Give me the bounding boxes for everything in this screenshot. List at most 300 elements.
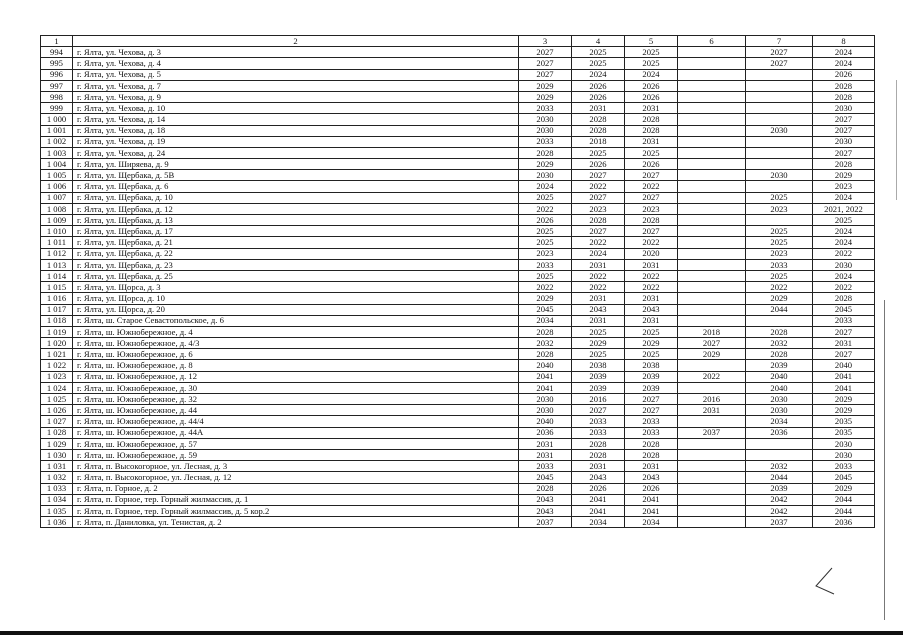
row-number-cell: 1 000 — [41, 114, 73, 125]
col-header-1: 1 — [41, 36, 73, 47]
year-cell-col-5: 2023 — [625, 203, 678, 214]
year-cell-col-3: 2030 — [519, 125, 572, 136]
year-cell-col-8: 2031 — [813, 338, 875, 349]
year-cell-col-5: 2022 — [625, 270, 678, 281]
address-cell: г. Ялта, ул. Щербака, д. 21 — [73, 237, 519, 248]
address-cell: г. Ялта, ул. Чехова, д. 7 — [73, 80, 519, 91]
col-header-5: 5 — [625, 36, 678, 47]
address-cell: г. Ялта, ул. Щербака, д. 23 — [73, 259, 519, 270]
year-cell-col-6 — [678, 159, 746, 170]
year-cell-col-6 — [678, 136, 746, 147]
row-number-cell: 1 008 — [41, 203, 73, 214]
address-cell: г. Ялта, ул. Щербака, д. 10 — [73, 192, 519, 203]
table-row — [41, 203, 875, 214]
table-row — [41, 282, 875, 293]
year-cell-col-4: 2027 — [572, 405, 625, 416]
row-number-cell: 1 027 — [41, 416, 73, 427]
address-cell: г. Ялта, ш. Южнобережное, д. 57 — [73, 438, 519, 449]
address-cell: г. Ялта, ул. Щербака, д. 5В — [73, 170, 519, 181]
row-number-cell: 1 022 — [41, 360, 73, 371]
year-cell-col-3: 2028 — [519, 349, 572, 360]
year-cell-col-3: 2045 — [519, 304, 572, 315]
row-number-cell: 995 — [41, 58, 73, 69]
year-cell-col-8: 2024 — [813, 226, 875, 237]
year-cell-col-6: 2029 — [678, 349, 746, 360]
year-cell-col-3: 2029 — [519, 91, 572, 102]
year-cell-col-7: 2030 — [746, 125, 813, 136]
year-cell-col-7: 2032 — [746, 461, 813, 472]
year-cell-col-8: 2024 — [813, 237, 875, 248]
year-cell-col-7: 2044 — [746, 304, 813, 315]
year-cell-col-3: 2043 — [519, 494, 572, 505]
row-number-cell: 997 — [41, 80, 73, 91]
address-cell: г. Ялта, ш. Южнобережное, д. 44 — [73, 405, 519, 416]
table-row — [41, 394, 875, 405]
year-cell-col-7: 2025 — [746, 226, 813, 237]
year-cell-col-7: 2028 — [746, 326, 813, 337]
year-cell-col-8: 2044 — [813, 494, 875, 505]
year-cell-col-8: 2044 — [813, 505, 875, 516]
address-cell: г. Ялта, ш. Южнобережное, д. 6 — [73, 349, 519, 360]
table-row — [41, 382, 875, 393]
year-cell-col-5: 2025 — [625, 58, 678, 69]
year-cell-col-7: 2037 — [746, 517, 813, 528]
table-header-row — [41, 36, 875, 47]
year-cell-col-8: 2025 — [813, 215, 875, 226]
row-number-cell: 996 — [41, 69, 73, 80]
year-cell-col-8: 2027 — [813, 326, 875, 337]
address-cell: г. Ялта, п. Высокогорное, ул. Лесная, д. 3 — [73, 461, 519, 472]
row-number-cell: 1 014 — [41, 270, 73, 281]
year-cell-col-8: 2041 — [813, 371, 875, 382]
table-row — [41, 215, 875, 226]
col-header-2: 2 — [73, 36, 519, 47]
year-cell-col-4: 2025 — [572, 349, 625, 360]
year-cell-col-7: 2030 — [746, 170, 813, 181]
year-cell-col-7: 2034 — [746, 416, 813, 427]
year-cell-col-6 — [678, 192, 746, 203]
year-cell-col-7 — [746, 91, 813, 102]
year-cell-col-5: 2039 — [625, 382, 678, 393]
year-cell-col-3: 2041 — [519, 382, 572, 393]
year-cell-col-6 — [678, 237, 746, 248]
year-cell-col-4: 2039 — [572, 382, 625, 393]
year-cell-col-8: 2024 — [813, 47, 875, 58]
year-cell-col-7: 2028 — [746, 349, 813, 360]
year-cell-col-8: 2024 — [813, 192, 875, 203]
year-cell-col-3: 2040 — [519, 360, 572, 371]
year-cell-col-5: 2022 — [625, 237, 678, 248]
row-number-cell: 1 016 — [41, 293, 73, 304]
year-cell-col-4: 2026 — [572, 80, 625, 91]
year-cell-col-4: 2033 — [572, 427, 625, 438]
year-cell-col-8: 2045 — [813, 472, 875, 483]
table-row — [41, 438, 875, 449]
year-cell-col-4: 2028 — [572, 449, 625, 460]
address-cell: г. Ялта, ул. Щербака, д. 22 — [73, 248, 519, 259]
year-cell-col-4: 2022 — [572, 181, 625, 192]
year-cell-col-7 — [746, 438, 813, 449]
table-row — [41, 69, 875, 80]
year-cell-col-5: 2028 — [625, 449, 678, 460]
year-cell-col-6: 2027 — [678, 338, 746, 349]
year-cell-col-6 — [678, 293, 746, 304]
year-cell-col-7 — [746, 114, 813, 125]
table-row — [41, 304, 875, 315]
table-row — [41, 136, 875, 147]
year-cell-col-6 — [678, 461, 746, 472]
year-cell-col-3: 2041 — [519, 371, 572, 382]
table-row — [41, 47, 875, 58]
year-cell-col-3: 2029 — [519, 80, 572, 91]
year-cell-col-3: 2024 — [519, 181, 572, 192]
address-cell: г. Ялта, ул. Щербака, д. 17 — [73, 226, 519, 237]
table-row — [41, 349, 875, 360]
row-number-cell: 1 023 — [41, 371, 73, 382]
row-number-cell: 1 011 — [41, 237, 73, 248]
year-cell-col-5: 2034 — [625, 517, 678, 528]
year-cell-col-3: 2023 — [519, 248, 572, 259]
row-number-cell: 999 — [41, 103, 73, 114]
year-cell-col-5: 2039 — [625, 371, 678, 382]
year-cell-col-8: 2023 — [813, 181, 875, 192]
year-cell-col-6 — [678, 226, 746, 237]
year-cell-col-6 — [678, 259, 746, 270]
year-cell-col-8: 2029 — [813, 170, 875, 181]
year-cell-col-8: 2029 — [813, 405, 875, 416]
address-cell: г. Ялта, ш. Южнобережное, д. 59 — [73, 449, 519, 460]
table-row — [41, 517, 875, 528]
year-cell-col-5: 2031 — [625, 136, 678, 147]
year-cell-col-5: 2043 — [625, 472, 678, 483]
year-cell-col-4: 2041 — [572, 494, 625, 505]
year-cell-col-4: 2031 — [572, 461, 625, 472]
year-cell-col-8: 2027 — [813, 349, 875, 360]
year-cell-col-7: 2036 — [746, 427, 813, 438]
year-cell-col-5: 2027 — [625, 226, 678, 237]
year-cell-col-5: 2027 — [625, 170, 678, 181]
year-cell-col-6 — [678, 382, 746, 393]
year-cell-col-6 — [678, 248, 746, 259]
table-row — [41, 449, 875, 460]
year-cell-col-3: 2025 — [519, 237, 572, 248]
year-cell-col-4: 2031 — [572, 103, 625, 114]
housing-schedule-table — [40, 35, 875, 528]
year-cell-col-6 — [678, 47, 746, 58]
year-cell-col-4: 2025 — [572, 58, 625, 69]
year-cell-col-6 — [678, 416, 746, 427]
year-cell-col-5: 2028 — [625, 114, 678, 125]
address-cell: г. Ялта, ул. Чехова, д. 24 — [73, 147, 519, 158]
table-row — [41, 248, 875, 259]
year-cell-col-4: 2028 — [572, 438, 625, 449]
table-row — [41, 192, 875, 203]
row-number-cell: 994 — [41, 47, 73, 58]
year-cell-col-5: 2026 — [625, 159, 678, 170]
year-cell-col-8: 2021, 2022 — [813, 203, 875, 214]
year-cell-col-4: 2026 — [572, 483, 625, 494]
table-row — [41, 461, 875, 472]
year-cell-col-4: 2027 — [572, 170, 625, 181]
year-cell-col-7 — [746, 315, 813, 326]
address-cell: г. Ялта, п. Горное, тер. Горный жилмассив, д. 5 кор.2 — [73, 505, 519, 516]
year-cell-col-5: 2041 — [625, 505, 678, 516]
row-number-cell: 1 031 — [41, 461, 73, 472]
year-cell-col-3: 2025 — [519, 226, 572, 237]
address-cell: г. Ялта, ш. Старое Севастопольское, д. 6 — [73, 315, 519, 326]
year-cell-col-7: 2044 — [746, 472, 813, 483]
year-cell-col-4: 2028 — [572, 215, 625, 226]
year-cell-col-6 — [678, 58, 746, 69]
year-cell-col-6 — [678, 483, 746, 494]
table-row — [41, 170, 875, 181]
row-number-cell: 1 001 — [41, 125, 73, 136]
handwritten-mark — [812, 566, 836, 596]
year-cell-col-4: 2023 — [572, 203, 625, 214]
row-number-cell: 1 009 — [41, 215, 73, 226]
year-cell-col-3: 2025 — [519, 270, 572, 281]
year-cell-col-4: 2041 — [572, 505, 625, 516]
table-body — [41, 47, 875, 528]
year-cell-col-5: 2031 — [625, 315, 678, 326]
col-header-8: 8 — [813, 36, 875, 47]
year-cell-col-4: 2022 — [572, 237, 625, 248]
address-cell: г. Ялта, ул. Щорса, д. 20 — [73, 304, 519, 315]
year-cell-col-3: 2040 — [519, 416, 572, 427]
year-cell-col-4: 2025 — [572, 47, 625, 58]
year-cell-col-8: 2030 — [813, 438, 875, 449]
year-cell-col-4: 2026 — [572, 91, 625, 102]
table-row — [41, 326, 875, 337]
year-cell-col-3: 2031 — [519, 438, 572, 449]
year-cell-col-5: 2031 — [625, 103, 678, 114]
table-row — [41, 360, 875, 371]
row-number-cell: 1 021 — [41, 349, 73, 360]
table-row — [41, 125, 875, 136]
year-cell-col-4: 2022 — [572, 270, 625, 281]
year-cell-col-8: 2028 — [813, 91, 875, 102]
year-cell-col-7 — [746, 147, 813, 158]
row-number-cell: 1 010 — [41, 226, 73, 237]
year-cell-col-3: 2027 — [519, 47, 572, 58]
scan-edge-right-faint — [896, 80, 897, 200]
year-cell-col-3: 2031 — [519, 449, 572, 460]
year-cell-col-4: 2039 — [572, 371, 625, 382]
year-cell-col-4: 2028 — [572, 125, 625, 136]
year-cell-col-7 — [746, 103, 813, 114]
year-cell-col-8: 2028 — [813, 293, 875, 304]
year-cell-col-8: 2029 — [813, 483, 875, 494]
year-cell-col-3: 2043 — [519, 505, 572, 516]
year-cell-col-6 — [678, 80, 746, 91]
year-cell-col-6: 2031 — [678, 405, 746, 416]
row-number-cell: 1 035 — [41, 505, 73, 516]
year-cell-col-6 — [678, 147, 746, 158]
year-cell-col-7: 2039 — [746, 360, 813, 371]
year-cell-col-6 — [678, 505, 746, 516]
row-number-cell: 1 017 — [41, 304, 73, 315]
year-cell-col-6 — [678, 91, 746, 102]
year-cell-col-4: 2028 — [572, 114, 625, 125]
year-cell-col-8: 2035 — [813, 416, 875, 427]
year-cell-col-6 — [678, 472, 746, 483]
year-cell-col-7 — [746, 449, 813, 460]
year-cell-col-3: 2029 — [519, 293, 572, 304]
year-cell-col-3: 2034 — [519, 315, 572, 326]
address-cell: г. Ялта, ул. Щербака, д. 13 — [73, 215, 519, 226]
table-row — [41, 483, 875, 494]
year-cell-col-3: 2032 — [519, 338, 572, 349]
year-cell-col-6: 2018 — [678, 326, 746, 337]
year-cell-col-3: 2026 — [519, 215, 572, 226]
table-row — [41, 80, 875, 91]
row-number-cell: 1 020 — [41, 338, 73, 349]
address-cell: г. Ялта, п. Горное, тер. Горный жилмассив, д. 1 — [73, 494, 519, 505]
row-number-cell: 1 015 — [41, 282, 73, 293]
col-header-6: 6 — [678, 36, 746, 47]
address-cell: г. Ялта, ул. Щорса, д. 3 — [73, 282, 519, 293]
row-number-cell: 1 025 — [41, 394, 73, 405]
address-cell: г. Ялта, ул. Чехова, д. 9 — [73, 91, 519, 102]
year-cell-col-8: 2045 — [813, 304, 875, 315]
address-cell: г. Ялта, п. Горное, д. 2 — [73, 483, 519, 494]
year-cell-col-7: 2042 — [746, 494, 813, 505]
table-row — [41, 405, 875, 416]
year-cell-col-8: 2030 — [813, 103, 875, 114]
year-cell-col-4: 2024 — [572, 248, 625, 259]
year-cell-col-4: 2016 — [572, 394, 625, 405]
year-cell-col-5: 2031 — [625, 461, 678, 472]
row-number-cell: 1 029 — [41, 438, 73, 449]
year-cell-col-3: 2033 — [519, 259, 572, 270]
year-cell-col-7 — [746, 159, 813, 170]
year-cell-col-7: 2032 — [746, 338, 813, 349]
year-cell-col-7 — [746, 69, 813, 80]
row-number-cell: 1 006 — [41, 181, 73, 192]
year-cell-col-5: 2020 — [625, 248, 678, 259]
year-cell-col-5: 2043 — [625, 304, 678, 315]
table-row — [41, 416, 875, 427]
year-cell-col-5: 2029 — [625, 338, 678, 349]
year-cell-col-6: 2037 — [678, 427, 746, 438]
row-number-cell: 1 019 — [41, 326, 73, 337]
address-cell: г. Ялта, ш. Южнобережное, д. 44/4 — [73, 416, 519, 427]
year-cell-col-8: 2027 — [813, 147, 875, 158]
address-cell: г. Ялта, ш. Южнобережное, д. 32 — [73, 394, 519, 405]
row-number-cell: 1 012 — [41, 248, 73, 259]
year-cell-col-7: 2027 — [746, 58, 813, 69]
year-cell-col-5: 2026 — [625, 91, 678, 102]
year-cell-col-8: 2030 — [813, 449, 875, 460]
address-cell: г. Ялта, ул. Щорса, д. 10 — [73, 293, 519, 304]
year-cell-col-4: 2026 — [572, 159, 625, 170]
table-row — [41, 114, 875, 125]
year-cell-col-3: 2045 — [519, 472, 572, 483]
address-cell: г. Ялта, ул. Чехова, д. 19 — [73, 136, 519, 147]
year-cell-col-3: 2037 — [519, 517, 572, 528]
year-cell-col-5: 2027 — [625, 405, 678, 416]
table-row — [41, 505, 875, 516]
table-row — [41, 103, 875, 114]
row-number-cell: 1 028 — [41, 427, 73, 438]
year-cell-col-6 — [678, 215, 746, 226]
year-cell-col-3: 2029 — [519, 159, 572, 170]
year-cell-col-8: 2041 — [813, 382, 875, 393]
year-cell-col-6 — [678, 170, 746, 181]
year-cell-col-7 — [746, 80, 813, 91]
year-cell-col-7: 2022 — [746, 282, 813, 293]
table-row — [41, 427, 875, 438]
year-cell-col-8: 2030 — [813, 259, 875, 270]
year-cell-col-6 — [678, 125, 746, 136]
address-cell: г. Ялта, ш. Южнобережное, д. 4 — [73, 326, 519, 337]
year-cell-col-7: 2040 — [746, 382, 813, 393]
year-cell-col-6 — [678, 203, 746, 214]
year-cell-col-7 — [746, 181, 813, 192]
year-cell-col-3: 2025 — [519, 192, 572, 203]
address-cell: г. Ялта, ул. Чехова, д. 14 — [73, 114, 519, 125]
year-cell-col-8: 2029 — [813, 394, 875, 405]
year-cell-col-6 — [678, 494, 746, 505]
year-cell-col-4: 2034 — [572, 517, 625, 528]
year-cell-col-6 — [678, 517, 746, 528]
year-cell-col-5: 2026 — [625, 80, 678, 91]
address-cell: г. Ялта, ш. Южнобережное, д. 8 — [73, 360, 519, 371]
year-cell-col-3: 2030 — [519, 394, 572, 405]
address-cell: г. Ялта, ул. Чехова, д. 10 — [73, 103, 519, 114]
row-number-cell: 1 013 — [41, 259, 73, 270]
year-cell-col-7: 2027 — [746, 47, 813, 58]
year-cell-col-8: 2022 — [813, 248, 875, 259]
address-cell: г. Ялта, ул. Щербака, д. 12 — [73, 203, 519, 214]
table-row — [41, 91, 875, 102]
year-cell-col-8: 2030 — [813, 136, 875, 147]
address-cell: г. Ялта, ш. Южнобережное, д. 44А — [73, 427, 519, 438]
year-cell-col-4: 2031 — [572, 293, 625, 304]
year-cell-col-3: 2033 — [519, 103, 572, 114]
year-cell-col-3: 2028 — [519, 326, 572, 337]
year-cell-col-7: 2039 — [746, 483, 813, 494]
address-cell: г. Ялта, ул. Чехова, д. 4 — [73, 58, 519, 69]
year-cell-col-5: 2022 — [625, 181, 678, 192]
year-cell-col-4: 2018 — [572, 136, 625, 147]
year-cell-col-3: 2028 — [519, 483, 572, 494]
year-cell-col-4: 2027 — [572, 226, 625, 237]
table-row — [41, 371, 875, 382]
table-row — [41, 270, 875, 281]
year-cell-col-3: 2030 — [519, 170, 572, 181]
year-cell-col-5: 2025 — [625, 326, 678, 337]
row-number-cell: 1 030 — [41, 449, 73, 460]
year-cell-col-7: 2025 — [746, 270, 813, 281]
year-cell-col-4: 2022 — [572, 282, 625, 293]
row-number-cell: 1 007 — [41, 192, 73, 203]
year-cell-col-3: 2030 — [519, 405, 572, 416]
table-row — [41, 237, 875, 248]
year-cell-col-5: 2033 — [625, 416, 678, 427]
address-cell: г. Ялта, ул. Ширяева, д. 9 — [73, 159, 519, 170]
year-cell-col-4: 2031 — [572, 259, 625, 270]
year-cell-col-5: 2027 — [625, 192, 678, 203]
year-cell-col-3: 2036 — [519, 427, 572, 438]
address-cell: г. Ялта, ул. Щербака, д. 25 — [73, 270, 519, 281]
year-cell-col-7: 2029 — [746, 293, 813, 304]
year-cell-col-5: 2031 — [625, 259, 678, 270]
year-cell-col-5: 2041 — [625, 494, 678, 505]
year-cell-col-7: 2025 — [746, 192, 813, 203]
year-cell-col-7: 2023 — [746, 248, 813, 259]
year-cell-col-8: 2026 — [813, 69, 875, 80]
